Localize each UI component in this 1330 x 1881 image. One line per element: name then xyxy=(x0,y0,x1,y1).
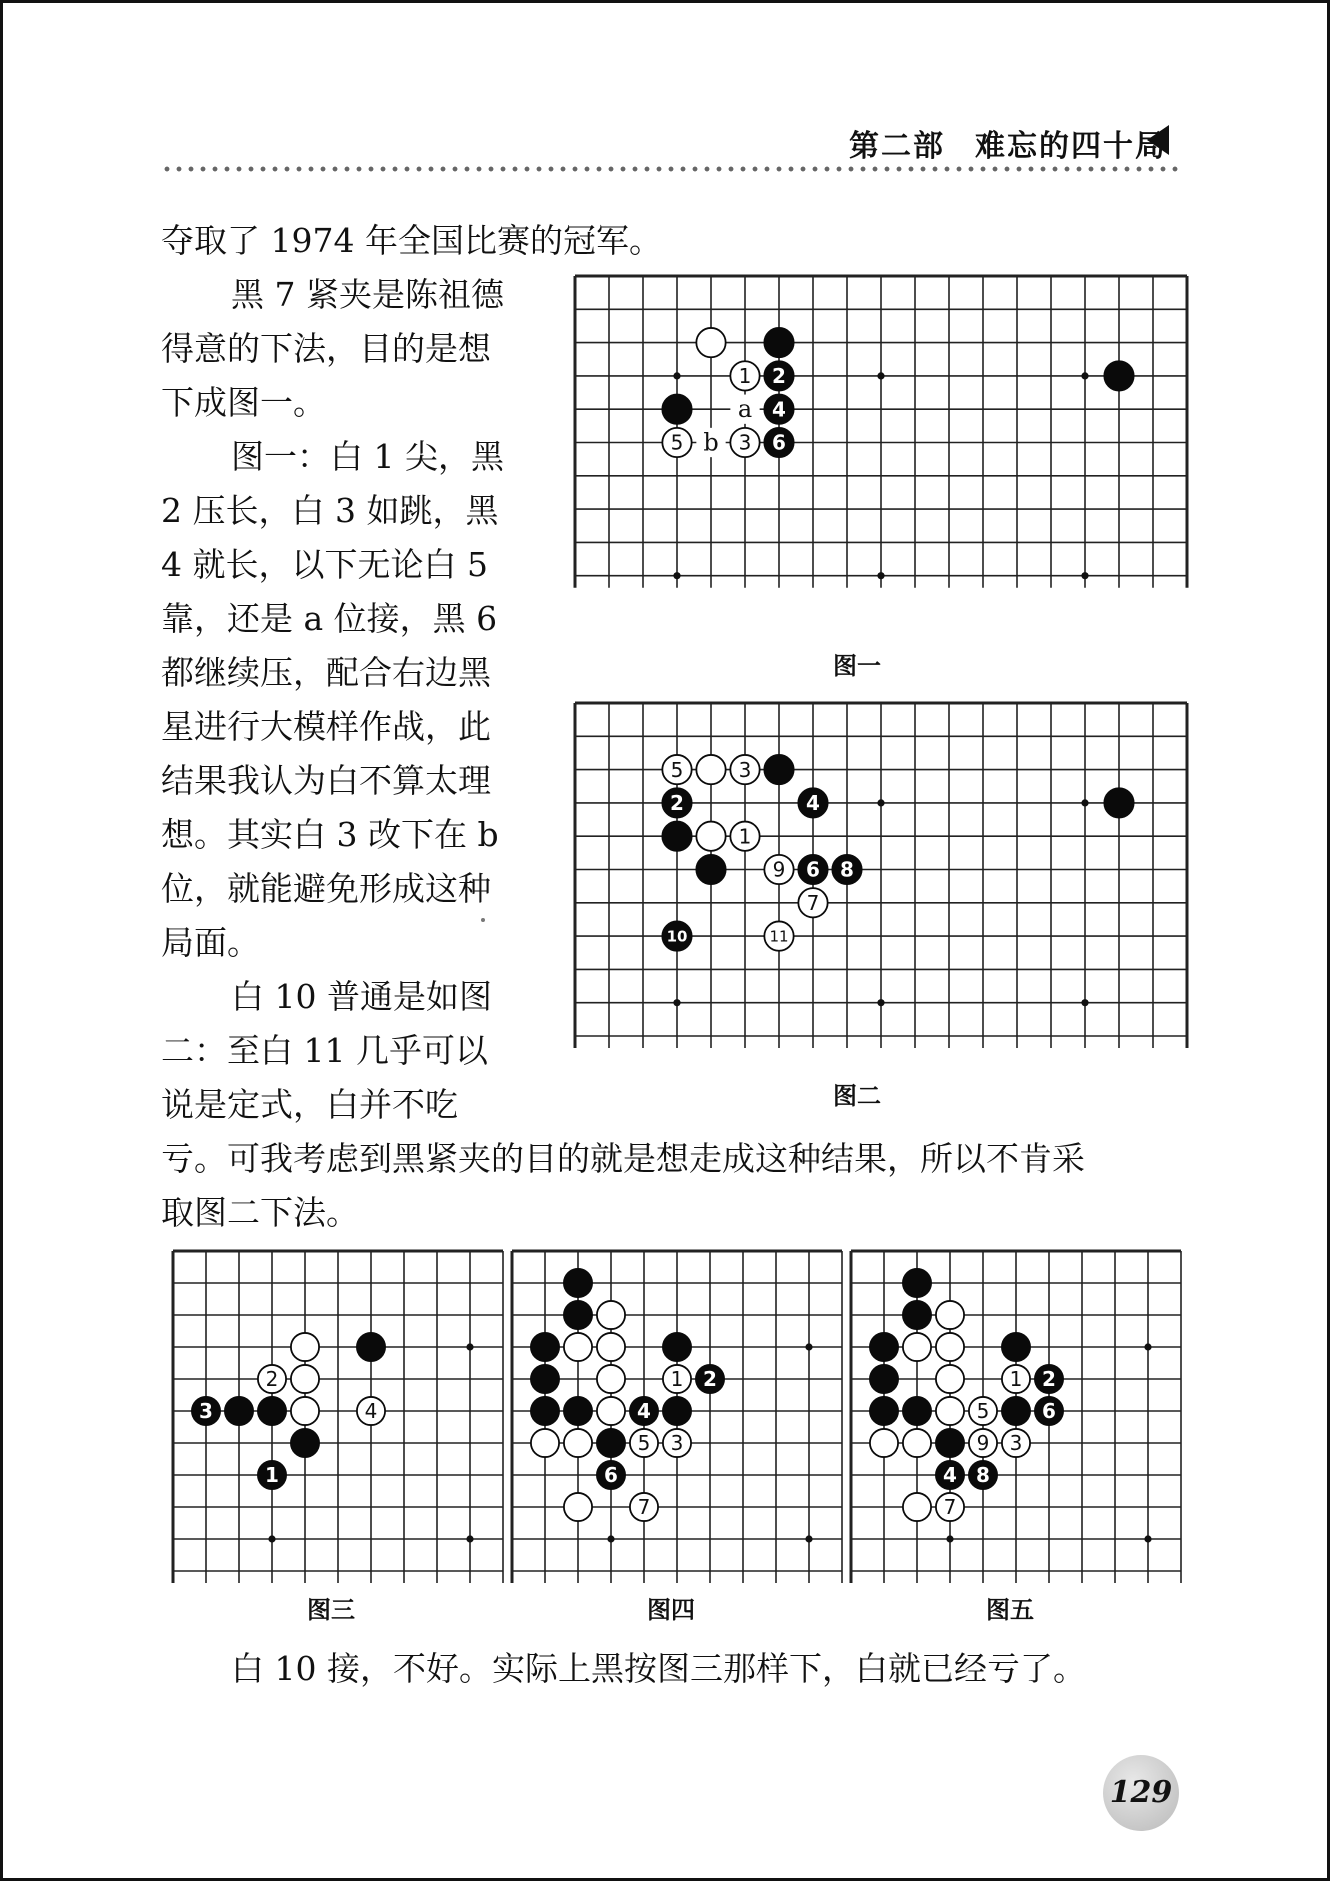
move-number: 6 xyxy=(1042,1399,1056,1424)
figure-5-caption: 图五 xyxy=(986,1596,1034,1624)
paragraph-line: 得意的下法，目的是想 xyxy=(161,329,491,368)
star-point xyxy=(946,1535,953,1542)
star-point xyxy=(268,1535,275,1542)
move-number: 7 xyxy=(943,1495,957,1520)
white-stone xyxy=(597,1365,625,1393)
white-stone xyxy=(564,1429,592,1457)
move-number: 3 xyxy=(738,757,752,782)
star-point xyxy=(1144,1535,1151,1542)
white-stone xyxy=(696,755,725,784)
move-number: 2 xyxy=(265,1367,279,1392)
paragraph-line: 白 10 接，不好。实际上黑按图三那样下，白就已经亏了。 xyxy=(231,1649,1086,1688)
black-stone xyxy=(663,1397,691,1425)
star-point xyxy=(805,1343,812,1350)
star-point xyxy=(673,372,680,379)
black-stone xyxy=(936,1429,964,1457)
white-stone xyxy=(936,1397,964,1425)
paragraph-line: 取图二下法。 xyxy=(161,1193,359,1232)
move-number: 4 xyxy=(772,397,786,422)
go-diagram-figure-1 xyxy=(575,276,1187,588)
black-stone xyxy=(903,1301,931,1329)
black-stone xyxy=(564,1269,592,1297)
black-stone xyxy=(870,1397,898,1425)
star-point xyxy=(877,372,884,379)
black-stone xyxy=(903,1397,931,1425)
move-number: 2 xyxy=(670,791,684,816)
move-number: 8 xyxy=(976,1463,990,1488)
black-stone xyxy=(531,1397,559,1425)
black-stone xyxy=(1104,361,1133,390)
move-number: 8 xyxy=(840,857,854,882)
black-stone xyxy=(1002,1333,1030,1361)
move-number: 6 xyxy=(806,857,820,882)
black-stone xyxy=(531,1333,559,1361)
move-number: 1 xyxy=(738,364,752,389)
black-stone xyxy=(225,1397,253,1425)
black-stone xyxy=(597,1429,625,1457)
move-number: 3 xyxy=(199,1399,213,1424)
move-number: 5 xyxy=(670,430,684,455)
paragraph-line: 图一：白 1 尖，黑 xyxy=(231,437,504,476)
move-number: 2 xyxy=(772,364,786,389)
paragraph-line: 星进行大模样作战，此 xyxy=(161,707,491,746)
black-stone xyxy=(663,1333,691,1361)
black-stone xyxy=(903,1269,931,1297)
white-stone xyxy=(936,1365,964,1393)
paragraph-line: 黑 7 紧夹是陈祖德 xyxy=(231,275,504,314)
move-number: 4 xyxy=(637,1399,651,1424)
figure-2-caption: 图二 xyxy=(833,1082,881,1110)
star-point xyxy=(466,1343,473,1350)
move-number: 5 xyxy=(976,1399,990,1424)
move-number: 9 xyxy=(772,857,786,882)
paragraph-line: 想。其实白 3 改下在 b xyxy=(161,815,499,854)
go-diagram-figure-2 xyxy=(575,703,1187,1048)
paragraph-line: 2 压长，白 3 如跳，黑 xyxy=(161,491,499,530)
black-stone xyxy=(1104,788,1133,817)
header-title: 难忘的四十局 xyxy=(975,129,1167,164)
header-part: 第二部 xyxy=(849,129,945,164)
star-point xyxy=(1144,1343,1151,1350)
move-number: 4 xyxy=(943,1463,957,1488)
black-stone xyxy=(564,1301,592,1329)
white-stone xyxy=(291,1333,319,1361)
black-stone xyxy=(1002,1397,1030,1425)
paragraph-line: 亏。可我考虑到黑紧夹的目的就是想走成这种结果，所以不肯采 xyxy=(161,1139,1085,1178)
move-number: 5 xyxy=(637,1431,651,1456)
move-number: 3 xyxy=(1009,1431,1023,1456)
paragraph-line: 白 10 普通是如图 xyxy=(231,977,492,1016)
black-stone xyxy=(662,822,691,851)
paragraph-line: 都继续压，配合右边黑 xyxy=(161,653,491,692)
move-number: 1 xyxy=(1009,1367,1023,1392)
point-label: a xyxy=(737,395,753,424)
star-point xyxy=(1081,999,1088,1006)
white-stone xyxy=(903,1493,931,1521)
paragraph-line: 局面。 xyxy=(161,923,260,962)
move-number: 2 xyxy=(703,1367,717,1392)
paragraph-line: 靠，还是 a 位接，黑 6 xyxy=(161,599,498,638)
white-stone xyxy=(696,822,725,851)
figure-4-caption: 图四 xyxy=(647,1596,695,1624)
move-number: 2 xyxy=(1042,1367,1056,1392)
star-point xyxy=(466,1535,473,1542)
go-diagram-figure-3 xyxy=(173,1251,503,1583)
paragraph-line: 二：至白 11 几乎可以 xyxy=(161,1031,488,1070)
white-stone xyxy=(291,1397,319,1425)
black-stone xyxy=(531,1365,559,1393)
star-point xyxy=(805,1535,812,1542)
white-stone xyxy=(903,1333,931,1361)
star-point xyxy=(1081,799,1088,806)
black-stone xyxy=(357,1333,385,1361)
move-number: 1 xyxy=(265,1463,279,1488)
black-stone xyxy=(764,328,793,357)
black-stone xyxy=(870,1333,898,1361)
star-point xyxy=(877,999,884,1006)
move-number: 3 xyxy=(670,1431,684,1456)
black-stone xyxy=(258,1397,286,1425)
figure-1-caption: 图一 xyxy=(833,652,881,680)
move-number: 3 xyxy=(738,430,752,455)
point-label: b xyxy=(703,428,719,457)
star-point xyxy=(877,572,884,579)
star-point xyxy=(607,1535,614,1542)
header-triangle-icon xyxy=(1147,125,1169,155)
move-number: 6 xyxy=(604,1463,618,1488)
move-number: 11 xyxy=(769,927,789,946)
move-number: 1 xyxy=(670,1367,684,1392)
paragraph-line: 4 就长，以下无论白 5 xyxy=(161,545,488,584)
move-number: 1 xyxy=(738,824,752,849)
white-stone xyxy=(531,1429,559,1457)
star-point xyxy=(1081,372,1088,379)
page-number: 129 xyxy=(1103,1755,1179,1831)
star-point xyxy=(1081,572,1088,579)
white-stone xyxy=(903,1429,931,1457)
go-diagram-figure-5 xyxy=(851,1251,1181,1583)
go-diagram-figure-4 xyxy=(512,1251,842,1583)
white-stone xyxy=(564,1333,592,1361)
paragraph-line: 位，就能避免形成这种 xyxy=(161,869,491,908)
paragraph-line: 下成图一。 xyxy=(161,383,326,422)
header-dotted-divider xyxy=(161,166,1181,172)
move-number: 6 xyxy=(772,430,786,455)
move-number: 9 xyxy=(976,1431,990,1456)
move-number: 4 xyxy=(364,1399,378,1424)
black-stone xyxy=(870,1365,898,1393)
paragraph-line: 夺取了 1974 年全国比赛的冠军。 xyxy=(161,221,662,260)
board-grid xyxy=(575,703,1187,1048)
paragraph-line: 结果我认为白不算太理 xyxy=(161,761,491,800)
white-stone xyxy=(564,1493,592,1521)
move-number: 10 xyxy=(666,927,688,946)
white-stone xyxy=(936,1301,964,1329)
move-number: 5 xyxy=(670,757,684,782)
black-stone xyxy=(662,395,691,424)
move-number: 4 xyxy=(806,791,820,816)
white-stone xyxy=(597,1397,625,1425)
star-point xyxy=(877,799,884,806)
white-stone xyxy=(696,328,725,357)
white-stone xyxy=(870,1429,898,1457)
print-speck xyxy=(481,918,485,922)
paragraph-line: 说是定式，白并不吃 xyxy=(161,1085,458,1124)
white-stone xyxy=(597,1301,625,1329)
figure-3-caption: 图三 xyxy=(307,1596,355,1624)
white-stone xyxy=(291,1365,319,1393)
running-header xyxy=(849,121,1167,165)
star-point xyxy=(673,999,680,1006)
black-stone xyxy=(764,755,793,784)
black-stone xyxy=(696,855,725,884)
black-stone xyxy=(564,1397,592,1425)
move-number: 7 xyxy=(806,891,820,915)
star-point xyxy=(673,572,680,579)
board-grid xyxy=(173,1251,503,1583)
black-stone xyxy=(291,1429,319,1457)
white-stone xyxy=(936,1333,964,1361)
move-number: 7 xyxy=(637,1495,651,1520)
white-stone xyxy=(597,1333,625,1361)
